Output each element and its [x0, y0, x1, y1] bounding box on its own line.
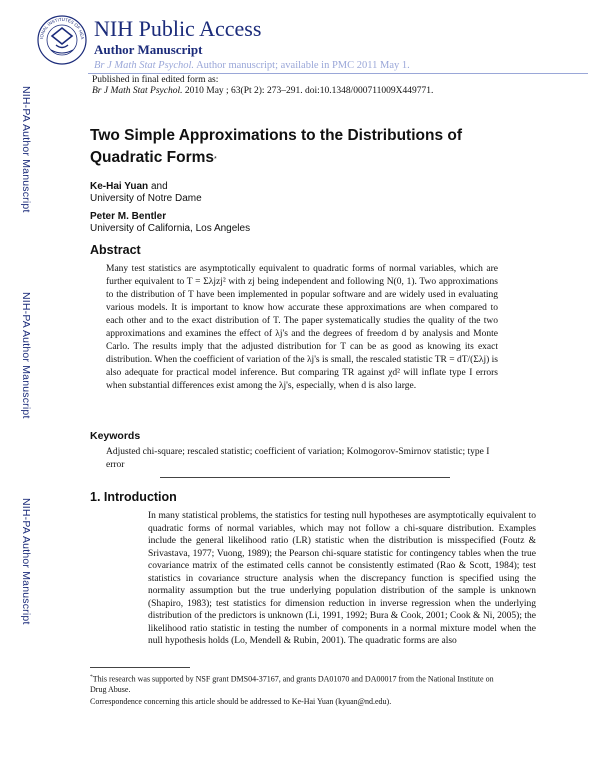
article-title-text: Two Simple Approximations to the Distributions of Quadratic Forms [90, 127, 462, 166]
citation-details: 2010 May ; 63(Pt 2): 273–291. doi:10.1348/000711009X449771. [182, 86, 434, 96]
availability-text: Author manuscript; available in PMC 2011 May 1. [194, 60, 410, 71]
header-divider [88, 73, 588, 74]
keywords-heading: Keywords [90, 430, 141, 442]
journal-abbrev: Br J Math Stat Psychol. [94, 60, 195, 71]
funding-footnote-text: This research was supported by NSF grant DMS04-37167, and grants DA01070 and DA00017 from the National Institute on Drug Abuse. [90, 674, 494, 695]
abstract-heading: Abstract [90, 243, 141, 257]
published-label: Published in final edited form as: [92, 75, 219, 85]
side-label-bottom: NIH-PA Author Manuscript [20, 498, 32, 625]
side-label-middle: NIH-PA Author Manuscript [20, 292, 32, 419]
svg-text:NATIONAL INSTITUTES OF HEALTH: IONAL INSTITUTES OF HEA [39, 16, 86, 40]
author-2 [90, 211, 166, 222]
nih-seal-logo [36, 14, 88, 66]
side-label-top: NIH-PA Author Manuscript [20, 86, 32, 213]
section-divider [160, 477, 450, 478]
author-2-affiliation: University of California, Los Angeles [90, 223, 251, 234]
introduction-body [148, 510, 536, 648]
funding-footnote [90, 672, 500, 696]
footnote-divider [90, 667, 190, 668]
introduction-heading: 1. Introduction [90, 490, 177, 504]
nih-public-access-title: NIH Public Access [94, 16, 262, 41]
introduction-text: In many statistical problems, the statistics for testing null hypotheses are asymptotically equivalent to quadratic forms of normal variables, which may not follow a chi-square distribution. Examples include the general likelihood ratio (LR) statistic when the distribution is misspecified (Foutz & Srivastava, 1977; Vuong, 1989); the Pearson chi-square statistic for contingency tables when the true covariance matrix of the estimated cells cannot be consistently estimated (Rao & Scott, 1984); test statistics in covariance structure analysis when the discrepancy function is specified using the normality assumption but the true underlying population distribution of the sample is unknown (Shapiro, 1983); test statistics for dimension reduction in inverse regression when the underlying distribution of the predictors is unknown (Li, 1991, 1992; Bura & Cook, 2001; Cook & Ni, 2005); the likelihood ratio statistic in testing the number of components in a normal mixture model when the null hypothesis holds (Lo, Mendell & Rubin, 2001). The quadratic forms are also [148, 511, 536, 646]
author-manuscript-label: Author Manuscript [94, 42, 203, 57]
journal-availability-line [94, 60, 410, 71]
citation-journal: Br J Math Stat Psychol. [92, 86, 183, 96]
author-1-suffix: and [148, 181, 168, 192]
title-footnote-mark: * [214, 156, 217, 163]
keywords-text: Adjusted chi-square; rescaled statistic; coefficient of variation; Kolmogorov-Smirnov statistic; type I error [106, 447, 490, 470]
correspondence-footnote: Correspondence concerning this article should be addressed to Ke-Hai Yuan (kyuan@nd.edu). [90, 697, 392, 706]
footnote-mark: * [90, 674, 93, 680]
author-1 [90, 181, 168, 192]
abstract-body [106, 263, 498, 393]
author-2-name: Peter M. Bentler [90, 211, 167, 222]
author-1-affiliation: University of Notre Dame [90, 193, 202, 204]
article-title [90, 125, 510, 169]
author-1-name: Ke-Hai Yuan [90, 181, 149, 192]
abstract-text: Many test statistics are asymptotically equivalent to quadratic forms of normal variables, which are further equivalent to T = Σλjzj² with zj being independent and following N(0, 1). Two approximations to the distribution of T have been implemented in popular software and are widely used in evaluating various models. It is important to know how accurate these approximations are when compared to each other and to the exact distribution of T. The paper systematically studies the quality of the two approximations and examines the effect of λj's and the degrees of freedom d by analysis and Monte Carlo. The results imply that the adjusted distribution for T can be as good as knowing its exact distribution. When the coefficient of variation of the λj's is small, the rescaled statistic TR = dT/(Σλj) is also adequate for practical model inference. But comparing TR against χd² will inflate type I errors when substantial differences exist among the λj's, especially, when d is also large. [106, 264, 498, 391]
citation-line [92, 86, 433, 96]
